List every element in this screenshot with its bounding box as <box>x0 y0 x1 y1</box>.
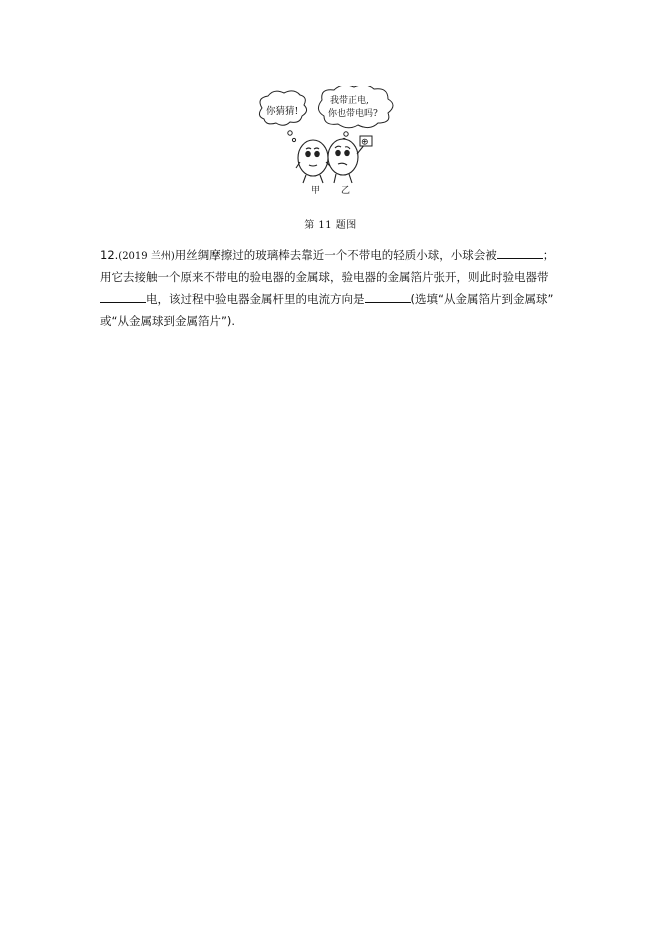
label-jia: 甲 <box>311 186 321 196</box>
question-text-3a: 电，该过程中验电器金属杆里的电流方向是 <box>146 292 365 306</box>
question-text-3b: (选填“从金属箔片到金属球” <box>410 292 554 306</box>
question-line-1 <box>100 244 570 266</box>
answer-blank-3 <box>365 291 411 303</box>
answer-blank-1 <box>497 247 543 259</box>
right-bubble-text-2: 你也带电吗? <box>328 109 378 119</box>
label-yi: 乙 <box>341 186 351 196</box>
ball-yi <box>328 139 365 183</box>
left-bubble-text: 你猜猜! <box>266 106 299 117</box>
question-line-2 <box>100 266 570 288</box>
ball-jia <box>296 140 330 183</box>
question-line-4 <box>100 310 570 332</box>
question-12 <box>100 244 570 332</box>
question-text-4: 或“从金属球到金属箔片”). <box>100 314 236 328</box>
question-text-1: 用丝绸摩擦过的玻璃棒去靠近一个不带电的轻质小球，小球会被 <box>174 248 497 262</box>
question-punct-1: ； <box>542 248 555 262</box>
positive-sign-icon: ⊕ <box>361 137 369 148</box>
cartoon-illustration <box>250 86 410 201</box>
figure-caption: 第 11 题图 <box>304 220 357 231</box>
question-number: 12. <box>100 248 119 262</box>
question-source: (2019 兰州) <box>118 251 175 262</box>
question-line-3 <box>100 288 570 310</box>
cartoon-figure <box>250 86 410 201</box>
answer-blank-2 <box>100 291 146 303</box>
right-bubble-text-1: 我带正电, <box>330 96 369 106</box>
question-text-2: 用它去接触一个原来不带电的验电器的金属球，验电器的金属箔片张开，则此时验电器带 <box>100 270 549 284</box>
